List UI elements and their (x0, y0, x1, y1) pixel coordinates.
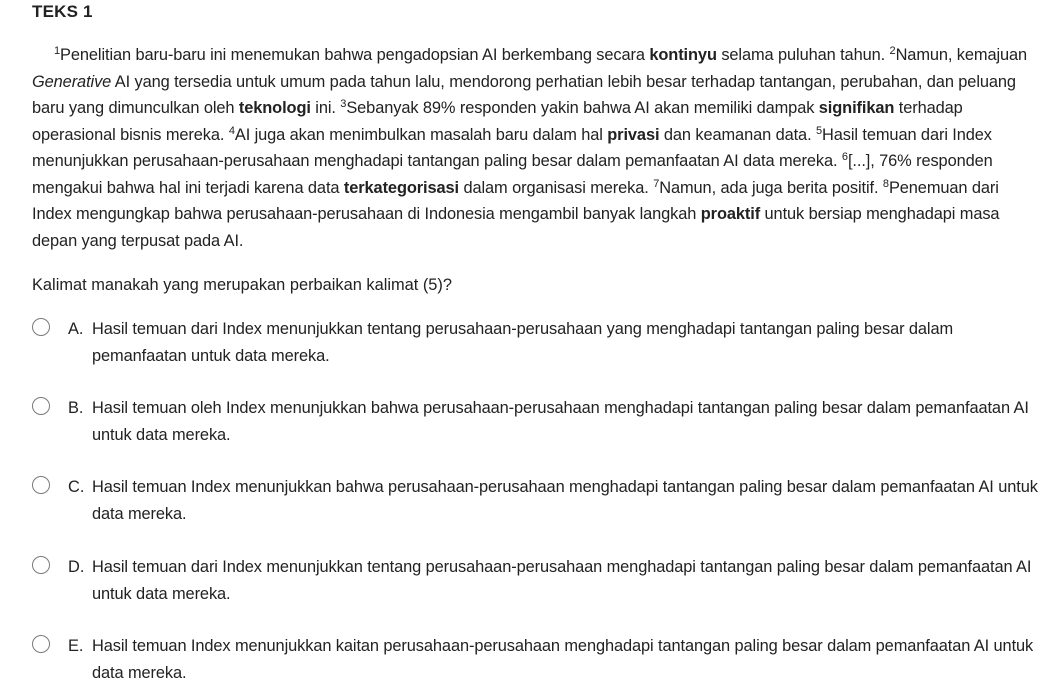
bold-word: terkategorisasi (343, 178, 460, 197)
option-letter: B. (68, 399, 84, 417)
sentence-7 (653, 179, 883, 197)
option-letter: C. (68, 478, 85, 496)
sentence-text: AI yang tersedia untuk umum pada tahun lalu, mendorong perhatian lebih besar terhadap tantangan, perubahan, dan peluang baru yang dimunculkan oleh (32, 72, 1016, 117)
bold-word: privasi (607, 125, 660, 144)
option-d-radio[interactable] (32, 556, 50, 574)
sentence-number: 7 (653, 177, 660, 190)
sentence-text: [...], 76% responden mengakui bahwa hal ini terjadi karena data (32, 152, 993, 197)
sentence-text: ini. (310, 99, 341, 117)
sentence-text: dan keamanan data. (659, 125, 816, 144)
sentence-1 (54, 46, 890, 64)
option-letter: A. (68, 320, 84, 338)
option-text: Hasil temuan oleh Index menunjukkan bahwa perusahaan-perusahaan menghadapi tantangan paling besar dalam pemanfaatan AI untuk data mereka. (92, 399, 1029, 444)
sentence-number: 6 (841, 151, 848, 163)
sentence-number: 2 (889, 45, 896, 57)
option-letter: D. (68, 558, 85, 576)
sentence-number: 3 (340, 98, 347, 110)
option-text: Hasil temuan dari Index menunjukkan tentang perusahaan-perusahaan menghadapi tantangan paling besar dalam pemanfaatan AI untuk data mereka. (92, 558, 1032, 603)
sentence-text: Sebanyak 89% responden yakin bahwa AI akan memiliki dampak (346, 99, 819, 117)
sentence-text: untuk bersiap menghadapi masa depan yang terpusat pada AI. (32, 205, 1000, 250)
option-e-radio[interactable] (32, 635, 50, 653)
option-text: Hasil temuan Index menunjukkan bahwa perusahaan-perusahaan menghadapi tantangan paling besar dalam pemanfaatan AI untuk data mereka. (92, 478, 1038, 523)
bold-word: teknologi (238, 99, 311, 117)
bold-word: kontinyu (649, 46, 717, 64)
sentence-text: Penemuan dari Index mengungkap bahwa perusahaan-perusahaan di Indonesia mengambil banyak langkah (32, 178, 999, 223)
bold-word: proaktif (700, 205, 761, 223)
sentence-number: 1 (54, 45, 61, 57)
question-text: Kalimat manakah yang merupakan perbaikan kalimat (5)? (32, 276, 453, 294)
sentence-text: AI juga akan menimbulkan masalah baru dalam hal (234, 125, 608, 144)
bold-word: signifikan (818, 99, 895, 117)
passage-text (32, 42, 1042, 254)
sentence-text: Namun, kemajuan (895, 46, 1028, 64)
sentence-text: terhadap operasional bisnis mereka. (32, 99, 963, 144)
sentence-text: Penelitian baru-baru ini menemukan bahwa pengadopsian AI berkembang secara (60, 46, 650, 64)
sentence-text: selama puluhan tahun. (716, 46, 890, 64)
sentence-text: dalam organisasi mereka. (459, 178, 654, 197)
sentence-text: Namun, ada juga berita positif. (659, 178, 883, 197)
option-text: Hasil temuan Index menunjukkan kaitan perusahaan-perusahaan menghadapi tantangan paling besar dalam pemanfaatan AI untuk data mereka. (92, 637, 1034, 682)
sentence-number: 5 (815, 124, 823, 137)
option-letter: E. (68, 637, 84, 655)
sentence-text: Hasil temuan dari Index menunjukkan perusahaan-perusahaan menghadapi tantangan paling besar dalam pemanfaatan AI data mereka. (32, 125, 992, 170)
option-a-radio[interactable] (32, 318, 50, 336)
option-b-radio[interactable] (32, 397, 50, 415)
sentence-number: 8 (882, 177, 889, 190)
italic-word: Generative (32, 72, 112, 91)
option-text: Hasil temuan dari Index menunjukkan tentang perusahaan-perusahaan yang menghadapi tantangan paling besar dalam pemanfaatan untuk data mereka. (92, 320, 954, 365)
sentence-number: 4 (228, 124, 235, 137)
passage-title: TEKS 1 (32, 2, 93, 21)
sentence-4 (229, 126, 816, 144)
option-c-radio[interactable] (32, 476, 50, 494)
